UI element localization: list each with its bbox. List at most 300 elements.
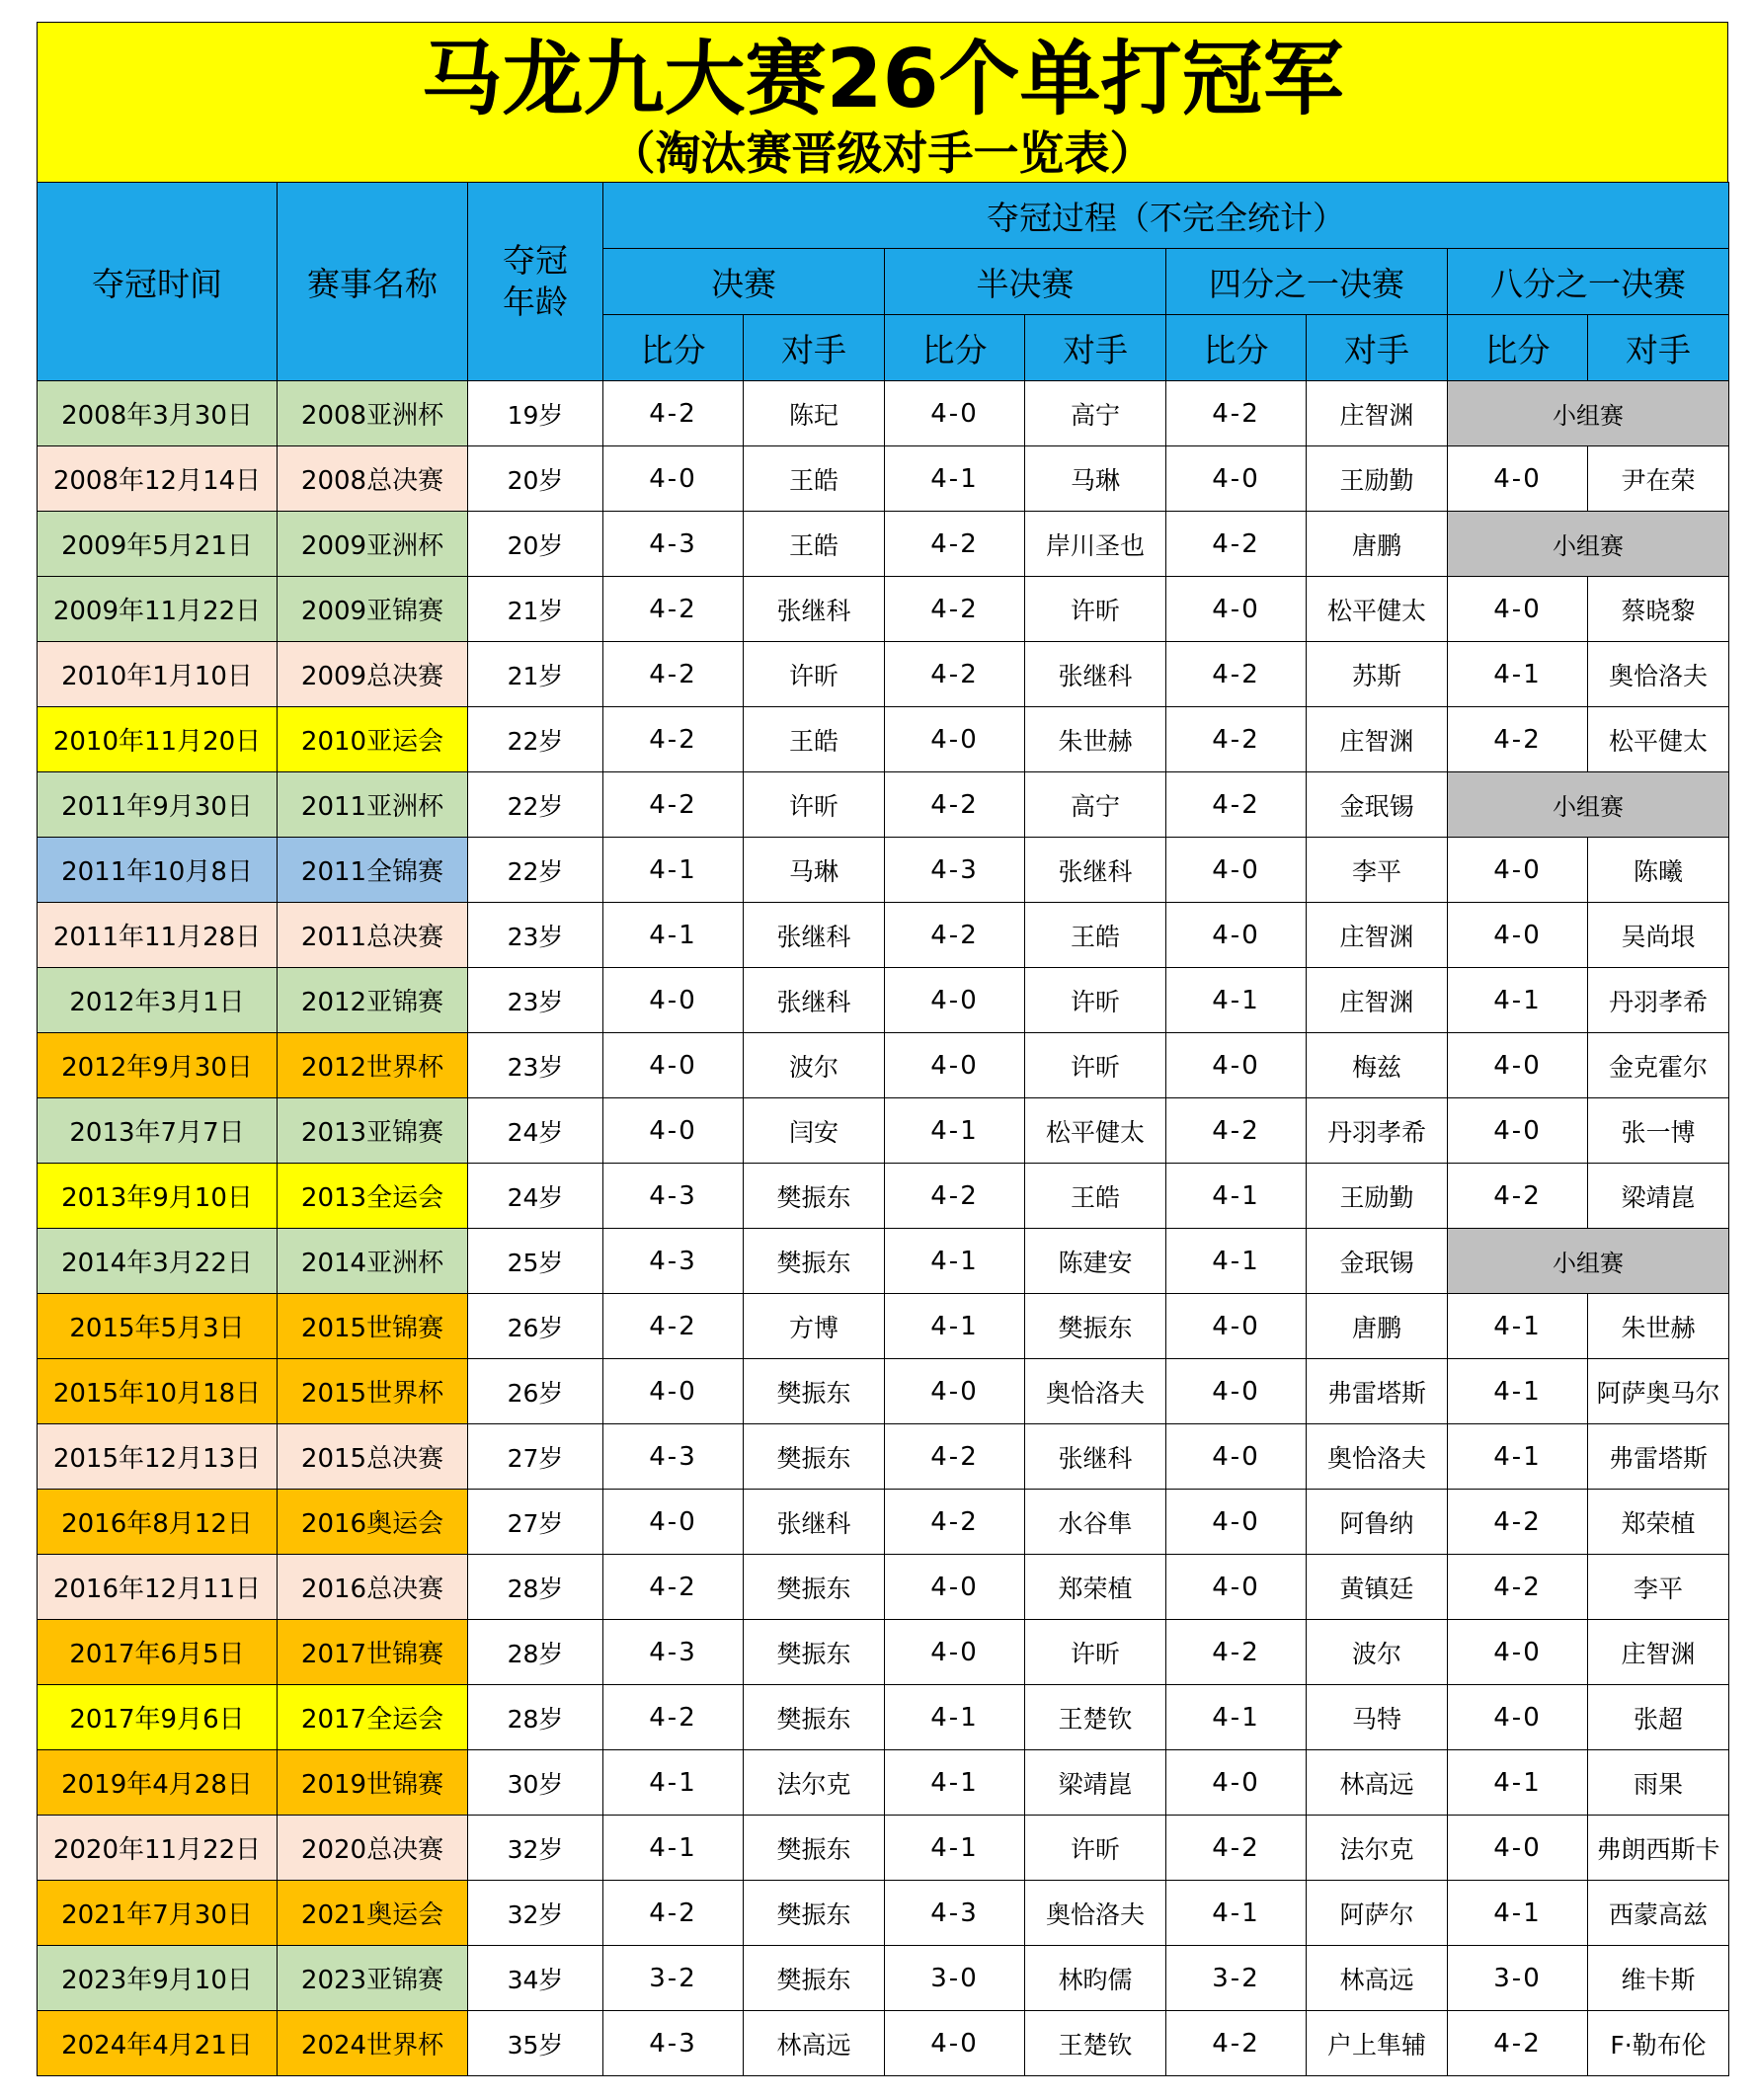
final-score-cell: 4-0 (603, 446, 744, 512)
table-row (38, 1033, 1729, 1098)
final-opponent-cell: 张继科 (744, 903, 885, 968)
table-row (38, 512, 1729, 577)
final-score-cell: 4-2 (603, 642, 744, 707)
semifinal-opponent-cell: 奥恰洛夫 (1025, 1881, 1166, 1946)
quarterfinal-opponent-cell: 唐鹏 (1307, 1294, 1448, 1359)
final-opponent-cell: 许昕 (744, 772, 885, 838)
quarterfinal-score-cell: 4-1 (1166, 1229, 1307, 1294)
quarterfinal-score-cell: 4-1 (1166, 1881, 1307, 1946)
win-date-cell: 2012年3月1日 (38, 968, 278, 1033)
event-name-cell: 2015世界杯 (278, 1359, 468, 1424)
table-row (38, 1098, 1729, 1164)
semifinal-opponent-cell: 高宁 (1025, 381, 1166, 446)
final-score-cell: 4-2 (603, 381, 744, 446)
win-date-cell: 2016年12月11日 (38, 1555, 278, 1620)
semifinal-score-cell: 4-2 (885, 577, 1025, 642)
age-cell: 21岁 (468, 642, 603, 707)
header-age-label: 夺冠 年龄 (503, 241, 568, 321)
round-of-16-score-cell: 4-1 (1448, 1881, 1588, 1946)
final-score-cell: 4-2 (603, 772, 744, 838)
round-of-16-opponent-cell: 弗雷塔斯 (1588, 1424, 1729, 1490)
win-date-cell: 2020年11月22日 (38, 1816, 278, 1881)
win-date-cell: 2017年9月6日 (38, 1685, 278, 1750)
final-opponent-cell: 樊振东 (744, 1229, 885, 1294)
win-date-cell: 2013年7月7日 (38, 1098, 278, 1164)
table-row (38, 1424, 1729, 1490)
table-row (38, 1685, 1729, 1750)
final-score-cell: 4-2 (603, 1881, 744, 1946)
semifinal-score-cell: 4-1 (885, 1294, 1025, 1359)
win-date-cell: 2015年5月3日 (38, 1294, 278, 1359)
quarterfinal-opponent-cell: 王励勤 (1307, 446, 1448, 512)
header-opponent: 对手 (744, 315, 885, 381)
win-date-cell: 2011年9月30日 (38, 772, 278, 838)
final-opponent-cell: 樊振东 (744, 1881, 885, 1946)
quarterfinal-score-cell: 4-2 (1166, 2011, 1307, 2076)
win-date-cell: 2012年9月30日 (38, 1033, 278, 1098)
event-name-cell: 2017世锦赛 (278, 1620, 468, 1685)
quarterfinal-score-cell: 4-0 (1166, 1750, 1307, 1816)
quarterfinal-opponent-cell: 阿鲁纳 (1307, 1490, 1448, 1555)
round-of-16-score-cell: 4-0 (1448, 1816, 1588, 1881)
table-row (38, 1881, 1729, 1946)
semifinal-score-cell: 4-3 (885, 1881, 1025, 1946)
win-date-cell: 2011年11月28日 (38, 903, 278, 968)
round-of-16-opponent-cell: 庄智渊 (1588, 1620, 1729, 1685)
semifinal-score-cell: 4-0 (885, 968, 1025, 1033)
quarterfinal-opponent-cell: 奥恰洛夫 (1307, 1424, 1448, 1490)
win-date-cell: 2017年6月5日 (38, 1620, 278, 1685)
header-opponent: 对手 (1307, 315, 1448, 381)
header-date: 夺冠时间 (38, 183, 278, 381)
quarterfinal-score-cell: 4-2 (1166, 1816, 1307, 1881)
quarterfinal-score-cell: 3-2 (1166, 1946, 1307, 2011)
quarterfinal-score-cell: 4-0 (1166, 1294, 1307, 1359)
age-cell: 23岁 (468, 903, 603, 968)
semifinal-score-cell: 4-3 (885, 838, 1025, 903)
event-name-cell: 2008亚洲杯 (278, 381, 468, 446)
final-opponent-cell: 张继科 (744, 968, 885, 1033)
quarterfinal-opponent-cell: 李平 (1307, 838, 1448, 903)
semifinal-opponent-cell: 王楚钦 (1025, 2011, 1166, 2076)
semifinal-opponent-cell: 林昀儒 (1025, 1946, 1166, 2011)
quarterfinal-opponent-cell: 林高远 (1307, 1750, 1448, 1816)
final-score-cell: 4-2 (603, 1555, 744, 1620)
quarterfinal-score-cell: 4-2 (1166, 381, 1307, 446)
semifinal-opponent-cell: 王皓 (1025, 903, 1166, 968)
quarterfinal-opponent-cell: 黄镇廷 (1307, 1555, 1448, 1620)
round-of-16-score-cell: 4-0 (1448, 1033, 1588, 1098)
round-of-16-opponent-cell: 吴尚垠 (1588, 903, 1729, 968)
header-round-final: 决赛 (603, 249, 885, 315)
quarterfinal-opponent-cell: 梅兹 (1307, 1033, 1448, 1098)
results-table (37, 182, 1729, 2076)
round-of-16-opponent-cell: 尹在荣 (1588, 446, 1729, 512)
round-of-16-opponent-cell: 雨果 (1588, 1750, 1729, 1816)
semifinal-opponent-cell: 岸川圣也 (1025, 512, 1166, 577)
round-of-16-opponent-cell: 松平健太 (1588, 707, 1729, 772)
table-row (38, 1294, 1729, 1359)
quarterfinal-opponent-cell: 林高远 (1307, 1946, 1448, 2011)
event-name-cell: 2019世锦赛 (278, 1750, 468, 1816)
table-row (38, 1816, 1729, 1881)
final-score-cell: 4-0 (603, 1490, 744, 1555)
semifinal-opponent-cell: 许昕 (1025, 1620, 1166, 1685)
final-score-cell: 4-3 (603, 1424, 744, 1490)
semifinal-score-cell: 4-0 (885, 1620, 1025, 1685)
quarterfinal-score-cell: 4-2 (1166, 512, 1307, 577)
age-cell: 28岁 (468, 1555, 603, 1620)
group-stage-cell: 小组赛 (1448, 1229, 1729, 1294)
table-row (38, 642, 1729, 707)
semifinal-opponent-cell: 许昕 (1025, 1816, 1166, 1881)
quarterfinal-score-cell: 4-2 (1166, 642, 1307, 707)
final-score-cell: 4-0 (603, 968, 744, 1033)
event-name-cell: 2020总决赛 (278, 1816, 468, 1881)
round-of-16-score-cell: 3-0 (1448, 1946, 1588, 2011)
round-of-16-score-cell: 4-0 (1448, 1098, 1588, 1164)
event-name-cell: 2013全运会 (278, 1164, 468, 1229)
final-opponent-cell: 王皓 (744, 512, 885, 577)
header-score: 比分 (1448, 315, 1588, 381)
final-opponent-cell: 波尔 (744, 1033, 885, 1098)
semifinal-score-cell: 4-0 (885, 1359, 1025, 1424)
final-opponent-cell: 樊振东 (744, 1816, 885, 1881)
semifinal-opponent-cell: 张继科 (1025, 838, 1166, 903)
event-name-cell: 2014亚洲杯 (278, 1229, 468, 1294)
semifinal-score-cell: 4-2 (885, 512, 1025, 577)
final-opponent-cell: 王皓 (744, 446, 885, 512)
quarterfinal-opponent-cell: 庄智渊 (1307, 381, 1448, 446)
semifinal-score-cell: 4-0 (885, 1033, 1025, 1098)
semifinal-score-cell: 4-2 (885, 1490, 1025, 1555)
round-of-16-score-cell: 4-0 (1448, 446, 1588, 512)
age-cell: 24岁 (468, 1098, 603, 1164)
header-round-semifinal: 半决赛 (885, 249, 1166, 315)
final-score-cell: 4-0 (603, 1033, 744, 1098)
event-name-cell: 2021奥运会 (278, 1881, 468, 1946)
win-date-cell: 2009年11月22日 (38, 577, 278, 642)
round-of-16-score-cell: 4-0 (1448, 903, 1588, 968)
age-cell: 28岁 (468, 1685, 603, 1750)
quarterfinal-opponent-cell: 弗雷塔斯 (1307, 1359, 1448, 1424)
quarterfinal-score-cell: 4-0 (1166, 1555, 1307, 1620)
table-header (38, 183, 1729, 381)
final-opponent-cell: 林高远 (744, 2011, 885, 2076)
table-row (38, 1490, 1729, 1555)
win-date-cell: 2008年12月14日 (38, 446, 278, 512)
semifinal-score-cell: 4-2 (885, 1424, 1025, 1490)
semifinal-score-cell: 4-1 (885, 1229, 1025, 1294)
quarterfinal-opponent-cell: 户上隼辅 (1307, 2011, 1448, 2076)
final-score-cell: 4-1 (603, 838, 744, 903)
quarterfinal-opponent-cell: 马特 (1307, 1685, 1448, 1750)
table-row (38, 1620, 1729, 1685)
win-date-cell: 2010年11月20日 (38, 707, 278, 772)
table-row (38, 381, 1729, 446)
final-opponent-cell: 樊振东 (744, 1946, 885, 2011)
final-opponent-cell: 方博 (744, 1294, 885, 1359)
table-row (38, 772, 1729, 838)
semifinal-opponent-cell: 陈建安 (1025, 1229, 1166, 1294)
age-cell: 34岁 (468, 1946, 603, 2011)
semifinal-opponent-cell: 王皓 (1025, 1164, 1166, 1229)
round-of-16-score-cell: 4-2 (1448, 1490, 1588, 1555)
event-name-cell: 2015世锦赛 (278, 1294, 468, 1359)
semifinal-score-cell: 4-0 (885, 707, 1025, 772)
win-date-cell: 2011年10月8日 (38, 838, 278, 903)
header-process: 夺冠过程（不完全统计） (603, 183, 1729, 249)
semifinal-opponent-cell: 松平健太 (1025, 1098, 1166, 1164)
table-row (38, 1229, 1729, 1294)
win-date-cell: 2010年1月10日 (38, 642, 278, 707)
quarterfinal-opponent-cell: 苏斯 (1307, 642, 1448, 707)
table-row (38, 577, 1729, 642)
table-row (38, 1359, 1729, 1424)
quarterfinal-score-cell: 4-0 (1166, 1359, 1307, 1424)
round-of-16-opponent-cell: 梁靖崑 (1588, 1164, 1729, 1229)
semifinal-score-cell: 4-1 (885, 1750, 1025, 1816)
round-of-16-opponent-cell: 维卡斯 (1588, 1946, 1729, 2011)
final-score-cell: 4-1 (603, 1750, 744, 1816)
quarterfinal-score-cell: 4-0 (1166, 1490, 1307, 1555)
semifinal-score-cell: 4-2 (885, 772, 1025, 838)
round-of-16-opponent-cell: 阿萨奥马尔 (1588, 1359, 1729, 1424)
age-cell: 28岁 (468, 1620, 603, 1685)
quarterfinal-opponent-cell: 庄智渊 (1307, 903, 1448, 968)
semifinal-opponent-cell: 马琳 (1025, 446, 1166, 512)
age-cell: 19岁 (468, 381, 603, 446)
quarterfinal-score-cell: 4-1 (1166, 1164, 1307, 1229)
header-round-quarterfinal: 四分之一决赛 (1166, 249, 1448, 315)
quarterfinal-score-cell: 4-0 (1166, 838, 1307, 903)
final-score-cell: 4-3 (603, 512, 744, 577)
semifinal-opponent-cell: 张继科 (1025, 642, 1166, 707)
round-of-16-opponent-cell: 丹羽孝希 (1588, 968, 1729, 1033)
semifinal-score-cell: 4-2 (885, 903, 1025, 968)
header-score: 比分 (603, 315, 744, 381)
age-cell: 20岁 (468, 512, 603, 577)
semifinal-opponent-cell: 张继科 (1025, 1424, 1166, 1490)
event-name-cell: 2015总决赛 (278, 1424, 468, 1490)
table-row (38, 446, 1729, 512)
header-score: 比分 (885, 315, 1025, 381)
header-round-of-16: 八分之一决赛 (1448, 249, 1729, 315)
quarterfinal-opponent-cell: 波尔 (1307, 1620, 1448, 1685)
age-cell: 24岁 (468, 1164, 603, 1229)
final-score-cell: 4-1 (603, 1816, 744, 1881)
age-cell: 26岁 (468, 1294, 603, 1359)
event-name-cell: 2024世界杯 (278, 2011, 468, 2076)
age-cell: 25岁 (468, 1229, 603, 1294)
group-stage-cell: 小组赛 (1448, 512, 1729, 577)
round-of-16-opponent-cell: 朱世赫 (1588, 1294, 1729, 1359)
page-subtitle: （淘汰赛晋级对手一览表） (609, 126, 1156, 180)
header-score: 比分 (1166, 315, 1307, 381)
table-row (38, 707, 1729, 772)
quarterfinal-opponent-cell: 王励勤 (1307, 1164, 1448, 1229)
semifinal-score-cell: 4-0 (885, 2011, 1025, 2076)
age-cell: 22岁 (468, 772, 603, 838)
semifinal-opponent-cell: 朱世赫 (1025, 707, 1166, 772)
final-score-cell: 4-2 (603, 1685, 744, 1750)
age-cell: 21岁 (468, 577, 603, 642)
quarterfinal-opponent-cell: 金珉锡 (1307, 772, 1448, 838)
win-date-cell: 2016年8月12日 (38, 1490, 278, 1555)
final-opponent-cell: 樊振东 (744, 1555, 885, 1620)
event-name-cell: 2016奥运会 (278, 1490, 468, 1555)
table-row (38, 2011, 1729, 2076)
win-date-cell: 2019年4月28日 (38, 1750, 278, 1816)
semifinal-opponent-cell: 许昕 (1025, 577, 1166, 642)
round-of-16-score-cell: 4-1 (1448, 642, 1588, 707)
round-of-16-opponent-cell: 张超 (1588, 1685, 1729, 1750)
round-of-16-score-cell: 4-0 (1448, 1620, 1588, 1685)
win-date-cell: 2015年10月18日 (38, 1359, 278, 1424)
group-stage-cell: 小组赛 (1448, 381, 1729, 446)
final-opponent-cell: 王皓 (744, 707, 885, 772)
event-name-cell: 2023亚锦赛 (278, 1946, 468, 2011)
table-row (38, 1946, 1729, 2011)
round-of-16-opponent-cell: 蔡晓黎 (1588, 577, 1729, 642)
event-name-cell: 2013亚锦赛 (278, 1098, 468, 1164)
final-opponent-cell: 樊振东 (744, 1424, 885, 1490)
quarterfinal-score-cell: 4-0 (1166, 1033, 1307, 1098)
round-of-16-opponent-cell: 郑荣植 (1588, 1490, 1729, 1555)
quarterfinal-opponent-cell: 金珉锡 (1307, 1229, 1448, 1294)
age-cell: 23岁 (468, 1033, 603, 1098)
event-name-cell: 2012世界杯 (278, 1033, 468, 1098)
final-opponent-cell: 马琳 (744, 838, 885, 903)
round-of-16-opponent-cell: 弗朗西斯卡 (1588, 1816, 1729, 1881)
semifinal-score-cell: 4-1 (885, 1685, 1025, 1750)
round-of-16-score-cell: 4-1 (1448, 1294, 1588, 1359)
round-of-16-opponent-cell: 陈曦 (1588, 838, 1729, 903)
age-cell: 32岁 (468, 1881, 603, 1946)
semifinal-opponent-cell: 许昕 (1025, 968, 1166, 1033)
results-sheet (37, 22, 1728, 2076)
final-score-cell: 4-2 (603, 577, 744, 642)
event-name-cell: 2017全运会 (278, 1685, 468, 1750)
win-date-cell: 2021年7月30日 (38, 1881, 278, 1946)
age-cell: 27岁 (468, 1424, 603, 1490)
group-stage-cell: 小组赛 (1448, 772, 1729, 838)
quarterfinal-score-cell: 4-2 (1166, 1620, 1307, 1685)
semifinal-score-cell: 4-1 (885, 446, 1025, 512)
final-opponent-cell: 许昕 (744, 642, 885, 707)
age-cell: 35岁 (468, 2011, 603, 2076)
final-score-cell: 4-3 (603, 1620, 744, 1685)
win-date-cell: 2023年9月10日 (38, 1946, 278, 2011)
semifinal-score-cell: 4-2 (885, 1164, 1025, 1229)
quarterfinal-score-cell: 4-0 (1166, 1424, 1307, 1490)
final-opponent-cell: 张继科 (744, 577, 885, 642)
quarterfinal-opponent-cell: 唐鹏 (1307, 512, 1448, 577)
final-score-cell: 4-3 (603, 1164, 744, 1229)
table-row (38, 1164, 1729, 1229)
round-of-16-score-cell: 4-0 (1448, 1685, 1588, 1750)
semifinal-opponent-cell: 王楚钦 (1025, 1685, 1166, 1750)
semifinal-score-cell: 4-1 (885, 1816, 1025, 1881)
age-cell: 20岁 (468, 446, 603, 512)
final-opponent-cell: 陈玘 (744, 381, 885, 446)
age-cell: 27岁 (468, 1490, 603, 1555)
final-score-cell: 4-0 (603, 1098, 744, 1164)
final-score-cell: 4-0 (603, 1359, 744, 1424)
quarterfinal-score-cell: 4-2 (1166, 772, 1307, 838)
age-cell: 22岁 (468, 838, 603, 903)
round-of-16-opponent-cell: 张一博 (1588, 1098, 1729, 1164)
win-date-cell: 2024年4月21日 (38, 2011, 278, 2076)
table-row (38, 838, 1729, 903)
table-row (38, 968, 1729, 1033)
quarterfinal-score-cell: 4-0 (1166, 577, 1307, 642)
win-date-cell: 2014年3月22日 (38, 1229, 278, 1294)
header-opponent: 对手 (1588, 315, 1729, 381)
round-of-16-score-cell: 4-0 (1448, 577, 1588, 642)
semifinal-opponent-cell: 水谷隼 (1025, 1490, 1166, 1555)
round-of-16-opponent-cell: F·勒布伦 (1588, 2011, 1729, 2076)
quarterfinal-score-cell: 4-0 (1166, 446, 1307, 512)
table-row (38, 903, 1729, 968)
semifinal-score-cell: 4-0 (885, 1555, 1025, 1620)
final-opponent-cell: 法尔克 (744, 1750, 885, 1816)
event-name-cell: 2009亚洲杯 (278, 512, 468, 577)
win-date-cell: 2008年3月30日 (38, 381, 278, 446)
final-opponent-cell: 樊振东 (744, 1685, 885, 1750)
event-name-cell: 2016总决赛 (278, 1555, 468, 1620)
round-of-16-score-cell: 4-1 (1448, 968, 1588, 1033)
quarterfinal-score-cell: 4-1 (1166, 968, 1307, 1033)
round-of-16-opponent-cell: 奥恰洛夫 (1588, 642, 1729, 707)
quarterfinal-score-cell: 4-2 (1166, 1098, 1307, 1164)
title-banner (37, 22, 1728, 182)
final-score-cell: 3-2 (603, 1946, 744, 2011)
semifinal-opponent-cell: 郑荣植 (1025, 1555, 1166, 1620)
semifinal-score-cell: 3-0 (885, 1946, 1025, 2011)
event-name-cell: 2009总决赛 (278, 642, 468, 707)
header-event: 赛事名称 (278, 183, 468, 381)
table-row (38, 1750, 1729, 1816)
age-cell: 23岁 (468, 968, 603, 1033)
round-of-16-score-cell: 4-2 (1448, 1555, 1588, 1620)
header-opponent: 对手 (1025, 315, 1166, 381)
age-cell: 32岁 (468, 1816, 603, 1881)
round-of-16-score-cell: 4-1 (1448, 1359, 1588, 1424)
semifinal-opponent-cell: 高宁 (1025, 772, 1166, 838)
semifinal-opponent-cell: 樊振东 (1025, 1294, 1166, 1359)
event-name-cell: 2012亚锦赛 (278, 968, 468, 1033)
round-of-16-opponent-cell: 李平 (1588, 1555, 1729, 1620)
quarterfinal-opponent-cell: 松平健太 (1307, 577, 1448, 642)
final-score-cell: 4-2 (603, 1294, 744, 1359)
age-cell: 26岁 (468, 1359, 603, 1424)
event-name-cell: 2009亚锦赛 (278, 577, 468, 642)
round-of-16-score-cell: 4-1 (1448, 1424, 1588, 1490)
event-name-cell: 2011总决赛 (278, 903, 468, 968)
quarterfinal-opponent-cell: 庄智渊 (1307, 968, 1448, 1033)
round-of-16-score-cell: 4-2 (1448, 1164, 1588, 1229)
final-score-cell: 4-3 (603, 2011, 744, 2076)
table-body (38, 381, 1729, 2076)
win-date-cell: 2015年12月13日 (38, 1424, 278, 1490)
round-of-16-score-cell: 4-2 (1448, 707, 1588, 772)
age-cell: 30岁 (468, 1750, 603, 1816)
final-opponent-cell: 张继科 (744, 1490, 885, 1555)
quarterfinal-opponent-cell: 丹羽孝希 (1307, 1098, 1448, 1164)
final-opponent-cell: 樊振东 (744, 1620, 885, 1685)
final-score-cell: 4-2 (603, 707, 744, 772)
